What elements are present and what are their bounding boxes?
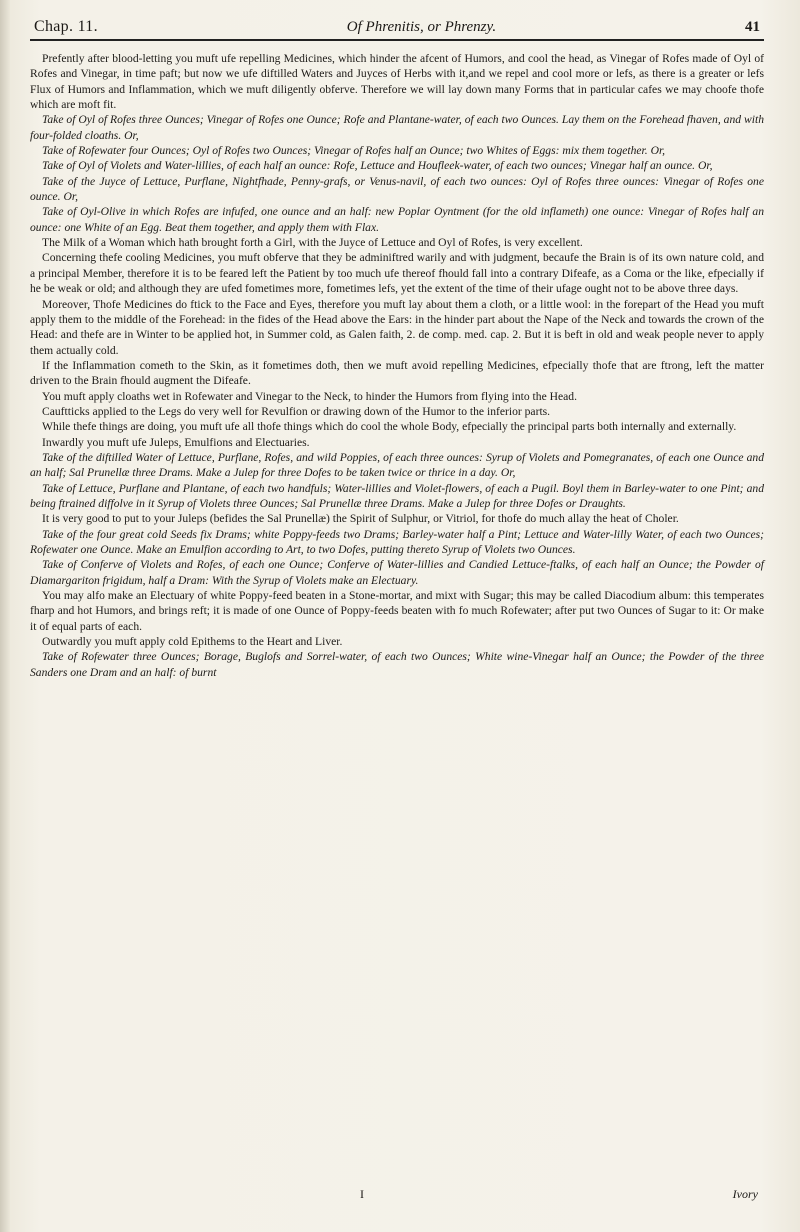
text-paragraph: If the Inflammation cometh to the Skin, as it fometimes doth, then we muft avoid repelling Medicines, efpecially thofe that are ftrong, left the matter driven to the Brain fhould augment the Difeafe. bbox=[30, 358, 764, 388]
text-paragraph: Outwardly you muft apply cold Epithems to the Heart and Liver. bbox=[42, 635, 343, 649]
recipe-paragraph: Take of the four great cold Seeds fix Drams; white Poppy-feeds two Drams; Barley-water half a Pint; Lettuce and Water-lilly Water, of each two Ounces; Rofewater one Ounce. Make an Emulfion according to Art, to two Dofes, putting thereto Syrup of Violets two Ounces. bbox=[30, 527, 764, 556]
text-paragraph: While thefe things are doing, you muft ufe all thofe things which do cool the whole Body, efpecially the principal parts both internally and externally. bbox=[42, 420, 737, 434]
page-number: 41 bbox=[745, 19, 760, 35]
text-paragraph: Prefently after blood-letting you muft ufe repelling Medicines, which hinder the afcent of Humors, and cool the head, as Vinegar of Rofes made of Oyl of Rofes and Vinegar, in time paft; but now we ufe diftilled Waters and Juyces of Herbs with it,and we repel and cool more or lefs, as there is a greater or lefs Flux of Humors and Inflammation, which we muft diligently obferve. Therefore we will lay down many Forms that in particular cafes we may choofe thofe which are moft fit. bbox=[30, 52, 764, 112]
page-header bbox=[30, 18, 764, 41]
catchword: Ivory bbox=[732, 1187, 758, 1201]
recipe-paragraph: Take of the Juyce of Lettuce, Purflane, Nightfhade, Penny-grafs, or Venus-navil, of each two ounces: Oyl of Rofes three ounces: Vinegar of Rofes one ounce. Or, bbox=[30, 174, 764, 204]
recipe-paragraph: Take of Oyl-Olive in which Rofes are infufed, one ounce and an half: new Poplar Oyntment (for the old inflameth) one ounce: Vinegar of Rofes half an ounce: one White of an Egg. Beat them together, and apply them with Flax. bbox=[30, 205, 764, 234]
running-title: Of Phrenitis, or Phrenzy. bbox=[346, 19, 497, 35]
text-paragraph: You may alfo make an Electuary of white Poppy-feed beaten in a Stone-mortar, and mixt with Sugar; this may be called Diacodium album: this temperates fharp and hot Humors, and brings reft; it is made of one Ounce of Poppy-feeds beaten with fo much Rofewater; after put two Ounces of Sugar to it: Or make it of equal parts of each. bbox=[30, 589, 764, 633]
recipe-paragraph: Take of the diftilled Water of Lettuce, Purflane, Rofes, and wild Poppies, of each three ounces: Syrup of Violets and Pomegranates, of each one Ounce and an half; Sal Prunellæ three Drams. Make a Julep for three Dofes to be taken twice or thrice in a day. Or, bbox=[30, 450, 764, 480]
recipe-paragraph: Take of Rofewater three Ounces; Borage, Buglofs and Sorrel-water, of each two Ounces; White wine-Vinegar half an Ounce; the Powder of the three Sanders one Dram and an half: of burnt bbox=[30, 650, 764, 679]
text-paragraph: Inwardly you muft ufe Juleps, Emulfions and Electuaries. bbox=[42, 435, 310, 449]
text-paragraph: Cauftticks applied to the Legs do very well for Revulfion or drawing down of the Humor to the inferior parts. bbox=[42, 404, 551, 418]
text-paragraph: The Milk of a Woman which hath brought forth a Girl, with the Juyce of Lettuce and Oyl of Rofes, is very excellent. bbox=[42, 236, 583, 250]
recipe-paragraph: Take of Lettuce, Purflane and Plantane, of each two handfuls; Water-lillies and Violet-flowers, of each a Pugil. Boyl them in Barley-water to one Pint; and being ftrained diffolve in it Syrup of Violets three Ounces; Sal Prunellæ three Drams. Make a Julep for three Dofes or Draughts. bbox=[30, 481, 764, 510]
text-paragraph: Concerning thefe cooling Medicines, you muft obferve that they be adminiftred warily and with judgment, becaufe the Brain is of its own nature cold, and a principal Member, therefore it is to be feared left the Patient by too much ufe thereof fhould fall into a contrary Difeafe, as a Coma or the like, efpecially if he be weak or old; and although they are ufed fometimes more, fometimes lefs, yet the extent of the time of their ufage ought not to be above three days. bbox=[30, 251, 764, 296]
body-text bbox=[30, 51, 764, 680]
recipe-paragraph: Take of Conferve of Violets and Rofes, of each one Ounce; Conferve of Water-lillies and Candied Lettuce-ftalks, of each half an Ounce; the Powder of Diamargariton frigidum, half a Dram: With the Syrup of Violets make an Electuary. bbox=[30, 558, 764, 587]
signature-mark: I bbox=[360, 1187, 364, 1201]
recipe-paragraph: Take of Oyl of Rofes three Ounces; Vinegar of Rofes one Ounce; Rofe and Plantane-water, of each two Ounces. Lay them on the Forehead fhaven, and with four-folded cloaths. Or, bbox=[30, 113, 764, 142]
binding-gutter bbox=[0, 0, 10, 1232]
text-paragraph: Moreover, Thofe Medicines do ftick to the Face and Eyes, therefore you muft lay about them a cloth, or a little wool: in the forepart of the Head you muft apply them to the middle of the Forehead: in the fides of the Head above the Ears: in the hinder part about the Nape of the Neck and towards the crown of the Head: and thefe are in Winter to be applied hot, in Summer cold, as Galen faith, 2. de comp. med. cap. 2. But it is beft in old and weak people never to apply them actually cold. bbox=[30, 297, 764, 357]
text-paragraph: You muft apply cloaths wet in Rofewater and Vinegar to the Neck, to hinder the Humors from flying into the Head. bbox=[42, 389, 577, 403]
recipe-paragraph: Take of Oyl of Violets and Water-lillies, of each half an ounce: Rofe, Lettuce and Houfleek-water, of each two ounces; Vinegar half an ounce. Or, bbox=[42, 159, 713, 173]
text-paragraph: It is very good to put to your Juleps (befides the Sal Prunellæ) the Spirit of Sulphur, or Vitriol, for thofe do much allay the heat of Choler. bbox=[42, 512, 679, 526]
chapter-label: Chap. 11. bbox=[34, 18, 98, 35]
recipe-paragraph: Take of Rofewater four Ounces; Oyl of Rofes two Ounces; Vinegar of Rofes half an Ounce; two Whites of Eggs: mix them together. Or, bbox=[42, 144, 666, 158]
